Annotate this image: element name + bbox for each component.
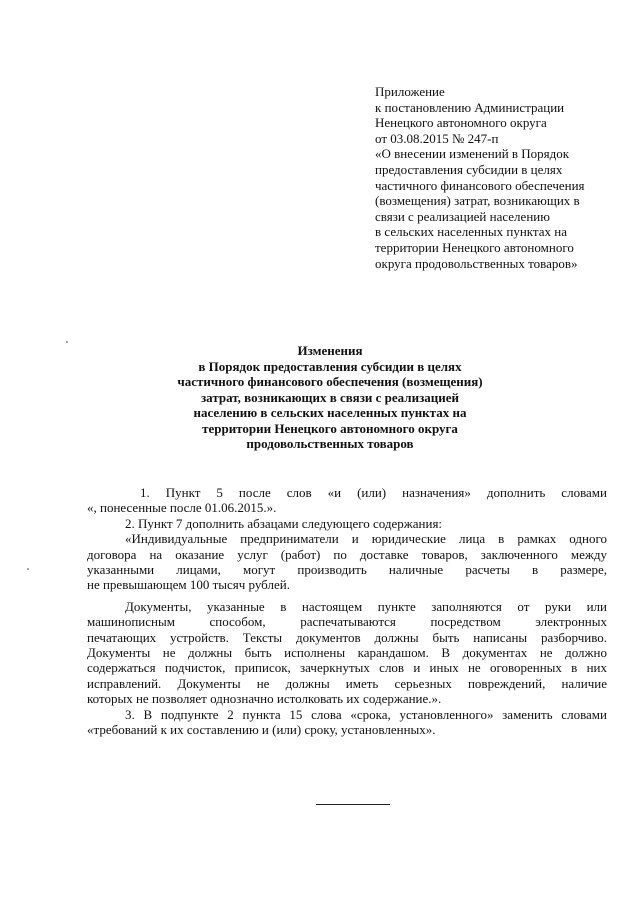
body-line: Документы, указанные в настоящем пункте заполняются от руки или (125, 598, 607, 614)
appendix-line: Ненецкого автономного округа (375, 115, 547, 131)
appendix-line: в сельских населенных пунктах на (375, 224, 568, 240)
paragraph-5 (87, 707, 607, 738)
body-line: «требований к их составлению и (или) сроку, установленных». (87, 722, 436, 738)
appendix-line: связи с реализацией населению (375, 208, 550, 224)
title-line: территории Ненецкого автономного округа (202, 420, 458, 436)
appendix-header (375, 84, 625, 271)
body-line: 2. Пункт 7 дополнить абзацами следующего содержания: (125, 515, 443, 531)
body-line: 3. В подпункте 2 пункта 15 слова «срока, установленного» заменить словами (125, 706, 607, 722)
body-line: указанными лицами, могут производить наличные расчеты в размере, (87, 562, 607, 578)
body-line: «Индивидуальные предприниматели и юридические лица в рамках одного (125, 531, 607, 547)
appendix-line: от 03.08.2015 № 247-п (375, 130, 499, 146)
title-line: затрат, возникающих в связи с реализацией (200, 389, 460, 405)
paragraph-4 (87, 599, 607, 707)
paragraph-3 (87, 531, 607, 593)
document-title (140, 343, 520, 452)
paragraph-2 (87, 516, 607, 531)
appendix-line: округа продовольственных товаров» (375, 255, 578, 271)
title-line: населению в сельских населенных пунктах на (193, 405, 467, 420)
body-line: Документы не должны быть исполнены карандашом. В документах не должно (87, 645, 607, 661)
appendix-line: (возмещения) затрат, возникающих в (375, 193, 580, 209)
body-line: исправлений. Документы не должны иметь серьезных повреждений, наличие (87, 675, 607, 691)
body-line: машинописным способом, распечатываются посредством электронных (87, 614, 607, 630)
body-line: договора на оказание услуг (работ) по доставке товаров, заключенного между (87, 546, 607, 562)
appendix-line: к постановлению Администрации (375, 99, 565, 115)
body-line: не превышающем 100 тысяч рублей. (87, 577, 290, 593)
scan-speck (66, 341, 68, 343)
body-line: «, понесенные после 01.06.2015.». (87, 500, 277, 516)
paragraph-1 (87, 485, 607, 516)
appendix-line: «О внесении изменений в Порядок (375, 146, 570, 162)
appendix-line: территории Ненецкого автономного (375, 239, 574, 255)
body-line: печатающих устройств. Тексты документов должны быть написаны разборчиво. (87, 629, 607, 645)
appendix-line: предоставления субсидии в целях (375, 161, 563, 177)
scan-speck (27, 568, 29, 570)
title-line: Изменения (297, 343, 363, 358)
appendix-line: частичного финансового обеспечения (375, 177, 585, 193)
appendix-line: Приложение (375, 84, 445, 99)
document-body (87, 485, 607, 738)
end-separator-line (316, 804, 390, 805)
title-line: продовольственных товаров (246, 436, 414, 451)
body-line: которых не позволяет однозначно истолковать их содержание.». (87, 691, 442, 707)
body-line: содержаться подчисток, приписок, зачеркнутых слов и иных не оговоренных в них (87, 660, 607, 676)
title-line: в Порядок предоставления субсидии в целях (198, 358, 462, 374)
title-line: частичного финансового обеспечения (возмещения) (177, 374, 483, 389)
body-line: 1. Пункт 5 после слов «и (или) назначения» дополнить словами (140, 485, 607, 500)
